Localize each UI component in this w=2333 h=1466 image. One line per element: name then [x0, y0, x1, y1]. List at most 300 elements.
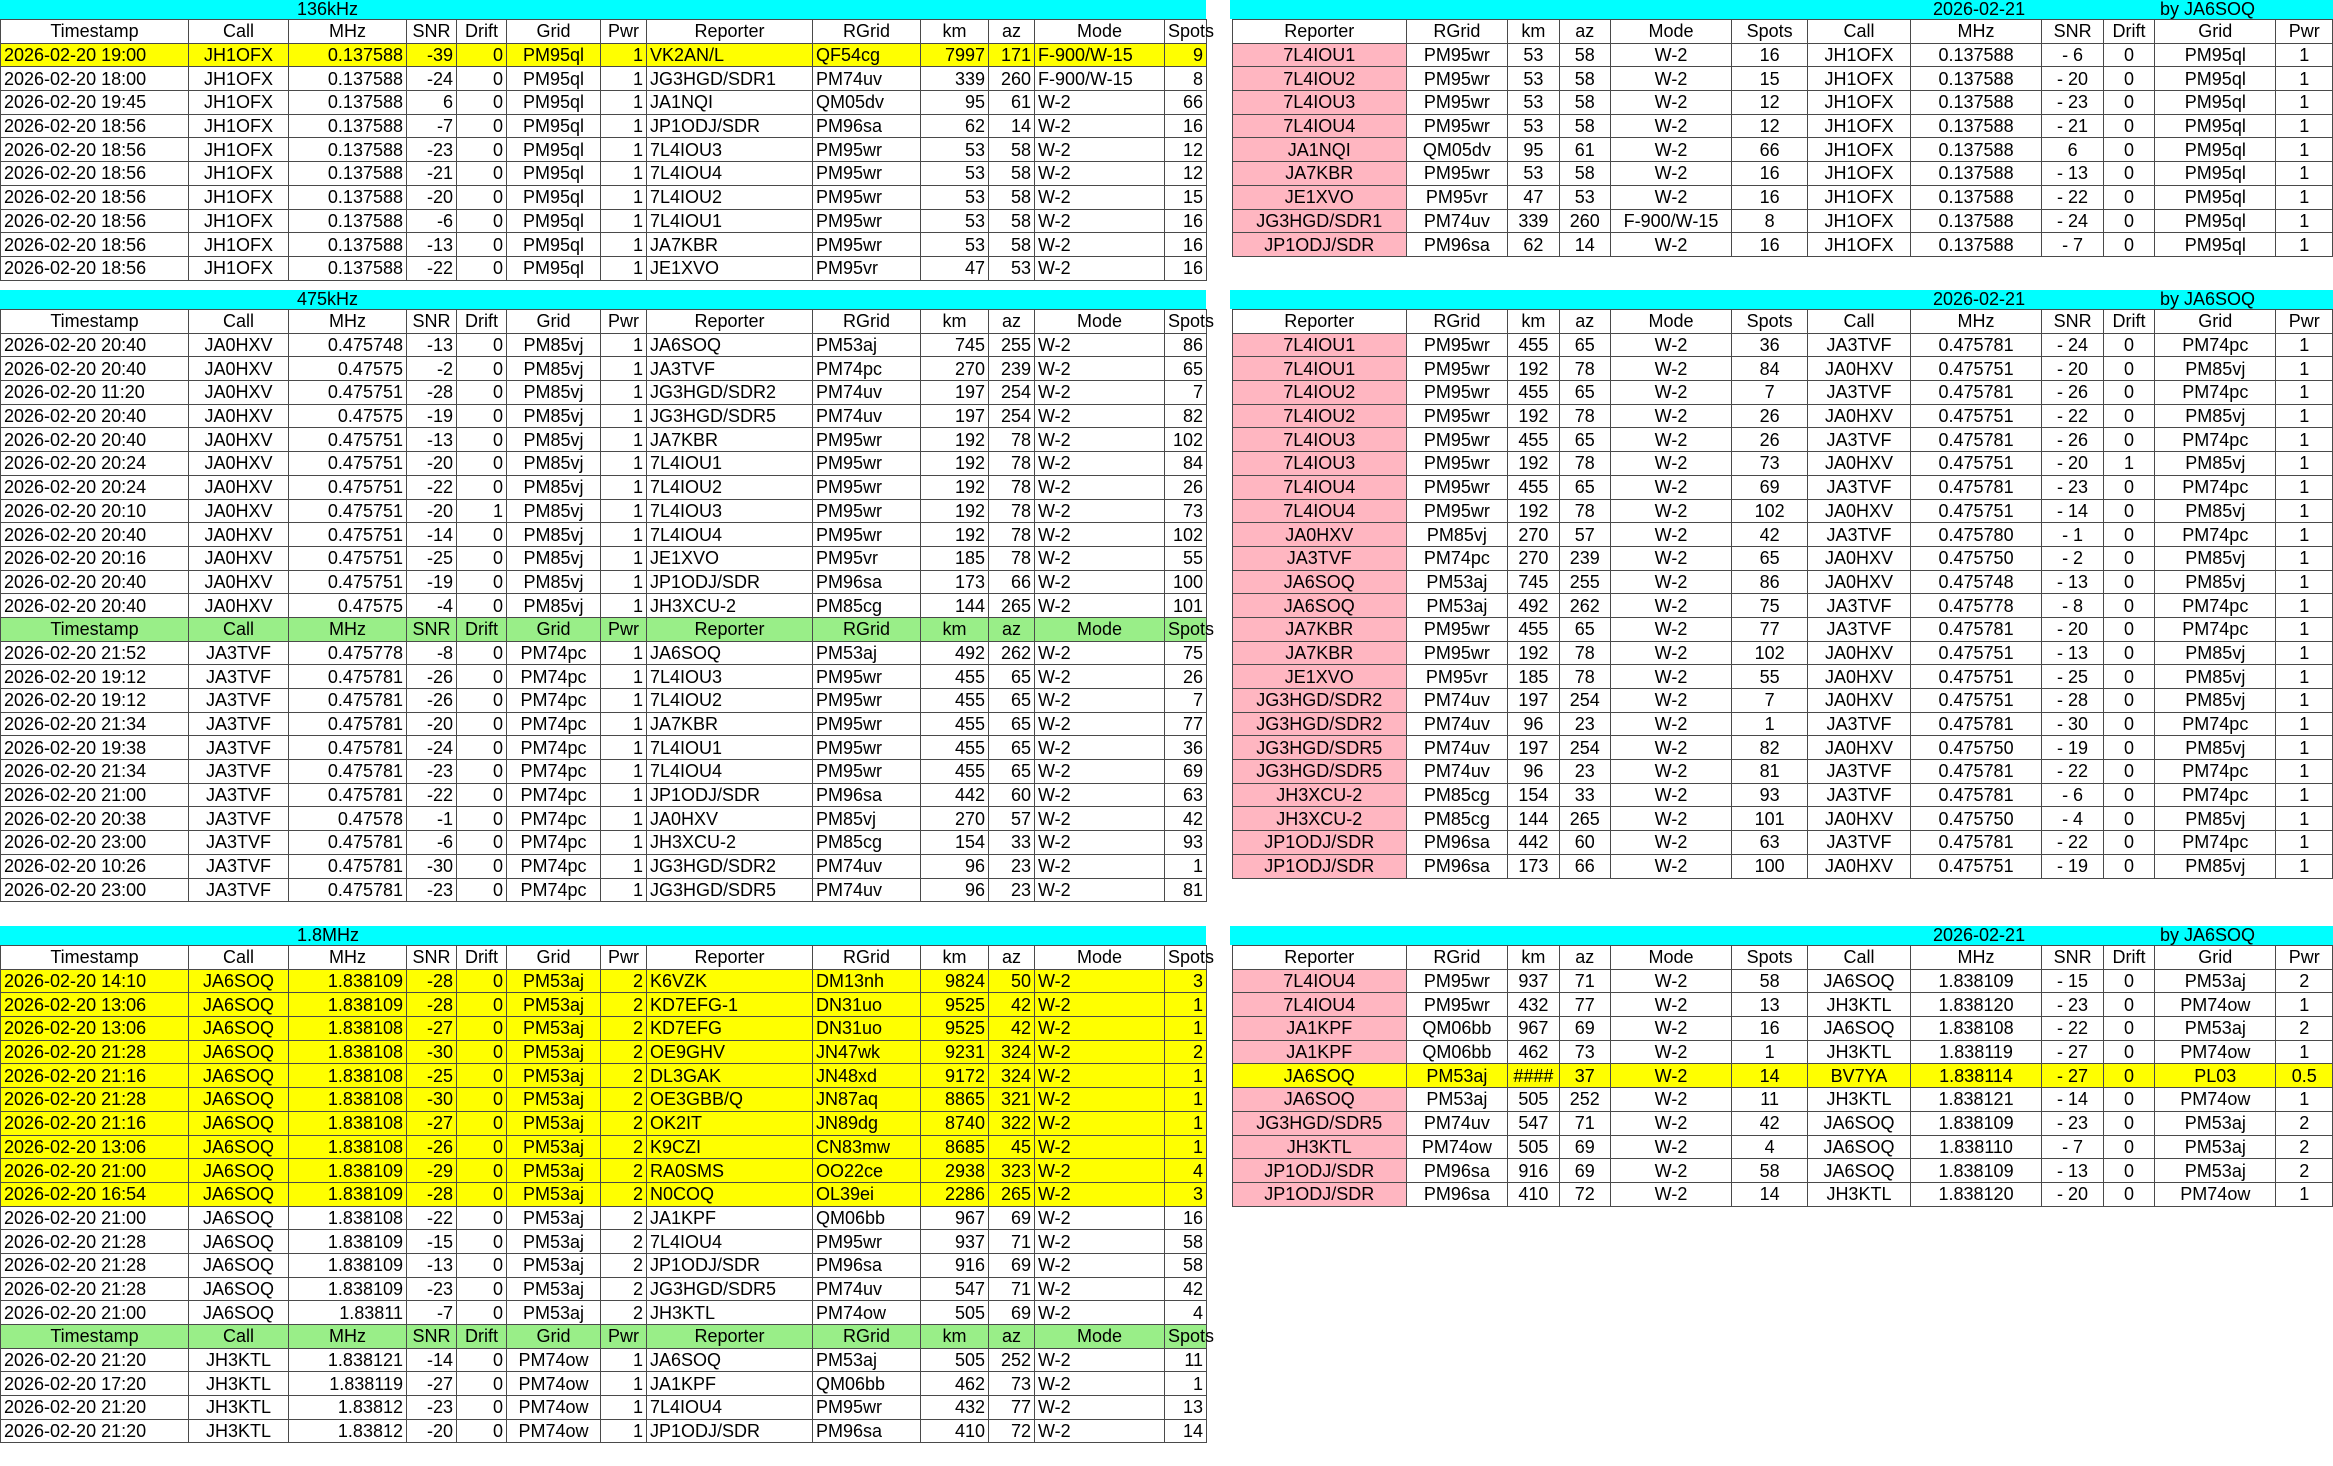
table-cell[interactable]: 95: [921, 91, 989, 115]
table-cell[interactable]: JA6SOQ: [1233, 1064, 1407, 1088]
table-cell[interactable]: PM95vr: [1406, 185, 1508, 209]
table-cell[interactable]: - 7: [2042, 1135, 2104, 1159]
table-cell[interactable]: PM74pc: [507, 831, 601, 855]
table-cell[interactable]: -29: [407, 1159, 457, 1183]
column-header[interactable]: Mode: [1035, 1325, 1165, 1349]
table-cell[interactable]: 1: [601, 499, 647, 523]
table-cell[interactable]: 2026-02-20 10:26: [1, 854, 189, 878]
table-cell[interactable]: JP1ODJ/SDR: [1233, 233, 1407, 257]
table-cell[interactable]: -15: [407, 1230, 457, 1254]
table-cell[interactable]: 1.838121: [1910, 1088, 2041, 1112]
table-cell[interactable]: 7: [1732, 381, 1808, 405]
table-cell[interactable]: PM95wr: [1406, 333, 1508, 357]
table-cell[interactable]: 1: [2276, 1040, 2333, 1064]
table-cell[interactable]: 0: [457, 357, 507, 381]
table-row[interactable]: [1, 736, 1207, 760]
table-cell[interactable]: 0.475751: [1910, 854, 2041, 878]
table-cell[interactable]: 455: [921, 760, 989, 784]
table-cell[interactable]: 14: [1559, 233, 1610, 257]
table-cell[interactable]: - 27: [2042, 1064, 2104, 1088]
table-cell[interactable]: 1.838120: [1910, 993, 2041, 1017]
table-row[interactable]: [1233, 91, 2333, 115]
table-cell[interactable]: 0.475781: [1910, 760, 2041, 784]
table-cell[interactable]: PM95wr: [813, 712, 921, 736]
table-cell[interactable]: PM85vj: [507, 475, 601, 499]
table-cell[interactable]: JA3TVF: [1808, 475, 1911, 499]
table-cell[interactable]: PM53aj: [507, 1159, 601, 1183]
table-cell[interactable]: JH1OFX: [189, 114, 289, 138]
table-cell[interactable]: - 13: [2042, 570, 2104, 594]
table-cell[interactable]: 0: [457, 783, 507, 807]
table-cell[interactable]: - 20: [2042, 1182, 2104, 1206]
table-cell[interactable]: PM53aj: [507, 1206, 601, 1230]
table-cell[interactable]: PM95ql: [507, 114, 601, 138]
column-header[interactable]: RGrid: [813, 310, 921, 334]
table-cell[interactable]: 7L4IOU3: [1233, 91, 1407, 115]
table-cell[interactable]: 2026-02-20 20:40: [1, 357, 189, 381]
column-header[interactable]: MHz: [1910, 310, 2041, 334]
table-cell[interactable]: 81: [1732, 760, 1808, 784]
table-cell[interactable]: 254: [1559, 689, 1610, 713]
table-cell[interactable]: 37: [1559, 1064, 1610, 1088]
table-cell[interactable]: - 6: [2042, 783, 2104, 807]
table-cell[interactable]: 2026-02-20 19:12: [1, 689, 189, 713]
table-cell[interactable]: 0.475781: [1910, 617, 2041, 641]
table-cell[interactable]: 7: [1165, 381, 1207, 405]
table-cell[interactable]: W-2: [1035, 1182, 1165, 1206]
table-cell[interactable]: 321: [989, 1088, 1035, 1112]
table-cell[interactable]: JG3HGD/SDR5: [1233, 760, 1407, 784]
table-cell[interactable]: PM74uv: [1406, 760, 1508, 784]
table-cell[interactable]: 0: [457, 1135, 507, 1159]
table-cell[interactable]: 1.838108: [289, 1040, 407, 1064]
table-cell[interactable]: 1.838108: [289, 1017, 407, 1041]
table-cell[interactable]: 7L4IOU4: [1233, 475, 1407, 499]
column-header[interactable]: RGrid: [813, 20, 921, 44]
table-cell[interactable]: PM74pc: [2155, 617, 2276, 641]
table-cell[interactable]: 86: [1165, 333, 1207, 357]
table-cell[interactable]: 144: [921, 594, 989, 618]
table-row[interactable]: [1233, 43, 2333, 67]
table-cell[interactable]: 16: [1732, 162, 1808, 186]
table-cell[interactable]: 11: [1165, 1348, 1207, 1372]
table-cell[interactable]: 1: [2276, 162, 2333, 186]
column-header[interactable]: Pwr: [601, 310, 647, 334]
table-row[interactable]: [1, 831, 1207, 855]
table-cell[interactable]: 0: [2103, 404, 2154, 428]
table-cell[interactable]: - 23: [2042, 993, 2104, 1017]
table-cell[interactable]: 0: [2103, 333, 2154, 357]
table-cell[interactable]: 69: [1559, 1017, 1610, 1041]
table-row[interactable]: [1, 807, 1207, 831]
column-header[interactable]: SNR: [407, 1325, 457, 1349]
table-cell[interactable]: W-2: [1610, 570, 1731, 594]
table-cell[interactable]: 0: [457, 1348, 507, 1372]
table-cell[interactable]: JA6SOQ: [189, 1088, 289, 1112]
table-cell[interactable]: PM74pc: [507, 760, 601, 784]
table-cell[interactable]: 72: [1559, 1182, 1610, 1206]
table-cell[interactable]: 102: [1165, 523, 1207, 547]
table-cell[interactable]: 0.137588: [289, 233, 407, 257]
table-cell[interactable]: PM85vj: [507, 570, 601, 594]
table-cell[interactable]: 192: [1508, 404, 1559, 428]
table-cell[interactable]: 2: [601, 1253, 647, 1277]
table-cell[interactable]: -19: [407, 404, 457, 428]
table-cell[interactable]: JA6SOQ: [1233, 1088, 1407, 1112]
table-cell[interactable]: 265: [989, 1182, 1035, 1206]
table-cell[interactable]: JN48xd: [813, 1064, 921, 1088]
table-cell[interactable]: W-2: [1610, 1040, 1731, 1064]
table-cell[interactable]: OO22ce: [813, 1159, 921, 1183]
table-cell[interactable]: 86: [1732, 570, 1808, 594]
table-cell[interactable]: 0: [2103, 570, 2154, 594]
table-cell[interactable]: 1: [1165, 854, 1207, 878]
table-cell[interactable]: 0.475781: [289, 854, 407, 878]
table-cell[interactable]: W-2: [1610, 993, 1731, 1017]
table-cell[interactable]: -24: [407, 736, 457, 760]
table-cell[interactable]: PM74ow: [2155, 1182, 2276, 1206]
table-cell[interactable]: PL03: [2155, 1064, 2276, 1088]
column-header[interactable]: Grid: [507, 1325, 601, 1349]
table-cell[interactable]: 23: [1559, 760, 1610, 784]
table-cell[interactable]: 0: [457, 1206, 507, 1230]
table-cell[interactable]: 0.475781: [289, 712, 407, 736]
column-header[interactable]: Reporter: [647, 1325, 813, 1349]
column-header[interactable]: Spots: [1165, 20, 1207, 44]
table-cell[interactable]: -20: [407, 452, 457, 476]
table-cell[interactable]: 260: [1559, 209, 1610, 233]
column-header[interactable]: Call: [1808, 310, 1911, 334]
table-cell[interactable]: 16: [1732, 233, 1808, 257]
table-cell[interactable]: 2026-02-20 21:28: [1, 1040, 189, 1064]
table-cell[interactable]: PM53aj: [1406, 570, 1508, 594]
table-cell[interactable]: 2: [601, 1040, 647, 1064]
table-cell[interactable]: 7L4IOU1: [1233, 357, 1407, 381]
column-header[interactable]: Mode: [1610, 310, 1731, 334]
table-cell[interactable]: 1: [1165, 1064, 1207, 1088]
table-cell[interactable]: 0.475781: [1910, 712, 2041, 736]
table-cell[interactable]: 1: [2276, 475, 2333, 499]
table-cell[interactable]: 2026-02-20 20:40: [1, 404, 189, 428]
table-row[interactable]: [1, 91, 1207, 115]
table-cell[interactable]: -26: [407, 689, 457, 713]
table-cell[interactable]: 23: [1559, 712, 1610, 736]
table-row[interactable]: [1233, 546, 2333, 570]
table-cell[interactable]: 26: [1165, 665, 1207, 689]
table-cell[interactable]: 967: [1508, 1017, 1559, 1041]
table-cell[interactable]: 1.838109: [289, 1230, 407, 1254]
table-cell[interactable]: 0: [457, 712, 507, 736]
table-cell[interactable]: 0.47575: [289, 404, 407, 428]
table-cell[interactable]: OE9GHV: [647, 1040, 813, 1064]
column-header[interactable]: Spots: [1165, 1325, 1207, 1349]
table-cell[interactable]: 78: [989, 452, 1035, 476]
table-cell[interactable]: W-2: [1035, 499, 1165, 523]
table-cell[interactable]: PM74ow: [813, 1301, 921, 1325]
table-cell[interactable]: PM74uv: [813, 404, 921, 428]
table-cell[interactable]: -28: [407, 381, 457, 405]
table-cell[interactable]: PM53aj: [507, 1253, 601, 1277]
table-cell[interactable]: PM53aj: [813, 641, 921, 665]
table-cell[interactable]: W-2: [1610, 1064, 1731, 1088]
table-cell[interactable]: PM74ow: [507, 1419, 601, 1443]
table-cell[interactable]: QM06bb: [1406, 1040, 1508, 1064]
table-row[interactable]: [1, 209, 1207, 233]
table-cell[interactable]: 0: [2103, 807, 2154, 831]
table-cell[interactable]: -22: [407, 783, 457, 807]
table-cell[interactable]: JA6SOQ: [189, 1182, 289, 1206]
table-row[interactable]: [1233, 1088, 2333, 1112]
table-cell[interactable]: JA6SOQ: [189, 1253, 289, 1277]
table-cell[interactable]: PM74pc: [2155, 831, 2276, 855]
table-cell[interactable]: W-2: [1610, 546, 1731, 570]
table-cell[interactable]: PM53aj: [507, 1064, 601, 1088]
table-cell[interactable]: 0.137588: [289, 209, 407, 233]
table-cell[interactable]: PM95ql: [507, 185, 601, 209]
table-cell[interactable]: 1: [2276, 1088, 2333, 1112]
table-cell[interactable]: 66: [1559, 854, 1610, 878]
table-cell[interactable]: 53: [1559, 185, 1610, 209]
table-cell[interactable]: 14: [989, 114, 1035, 138]
table-row[interactable]: [1233, 185, 2333, 209]
table-cell[interactable]: 0: [2103, 831, 2154, 855]
table-cell[interactable]: JA6SOQ: [189, 969, 289, 993]
table-cell[interactable]: 1: [601, 641, 647, 665]
table-cell[interactable]: 58: [989, 185, 1035, 209]
table-cell[interactable]: W-2: [1610, 1135, 1731, 1159]
table-cell[interactable]: 73: [1732, 452, 1808, 476]
table-cell[interactable]: 53: [921, 185, 989, 209]
table-cell[interactable]: 154: [921, 831, 989, 855]
table-cell[interactable]: 95: [1508, 138, 1559, 162]
table-cell[interactable]: W-2: [1610, 854, 1731, 878]
table-row[interactable]: [1233, 1159, 2333, 1183]
table-cell[interactable]: W-2: [1610, 969, 1731, 993]
table-cell[interactable]: 69: [1559, 1159, 1610, 1183]
table-cell[interactable]: JH1OFX: [1808, 67, 1911, 91]
table-cell[interactable]: 2: [601, 1064, 647, 1088]
table-cell[interactable]: 0: [2103, 1111, 2154, 1135]
table-cell[interactable]: 0: [457, 1040, 507, 1064]
column-header[interactable]: km: [1508, 20, 1559, 44]
table-cell[interactable]: 65: [1559, 333, 1610, 357]
table-cell[interactable]: PM85vj: [507, 357, 601, 381]
table-cell[interactable]: W-2: [1035, 854, 1165, 878]
column-header[interactable]: az: [1559, 946, 1610, 970]
table-cell[interactable]: 432: [921, 1396, 989, 1420]
column-header[interactable]: Spots: [1165, 617, 1207, 641]
table-cell[interactable]: 2026-02-20 20:40: [1, 523, 189, 547]
table-row[interactable]: [1, 1159, 1207, 1183]
table-cell[interactable]: PM85vj: [2155, 499, 2276, 523]
table-cell[interactable]: 1: [601, 783, 647, 807]
table-cell[interactable]: -20: [407, 185, 457, 209]
table-cell[interactable]: 2938: [921, 1159, 989, 1183]
table-cell[interactable]: 26: [1732, 404, 1808, 428]
table-cell[interactable]: 2026-02-20 21:20: [1, 1419, 189, 1443]
table-row[interactable]: [1, 1040, 1207, 1064]
table-cell[interactable]: 260: [989, 67, 1035, 91]
table-row[interactable]: [1233, 404, 2333, 428]
table-cell[interactable]: 2026-02-20 21:00: [1, 783, 189, 807]
table-cell[interactable]: PM74pc: [507, 665, 601, 689]
table-cell[interactable]: 65: [989, 736, 1035, 760]
table-row[interactable]: [1, 357, 1207, 381]
table-cell[interactable]: 0: [2103, 760, 2154, 784]
table-cell[interactable]: 0: [457, 641, 507, 665]
table-cell[interactable]: 2026-02-20 20:40: [1, 570, 189, 594]
table-cell[interactable]: QM06bb: [1406, 1017, 1508, 1041]
table-cell[interactable]: JA0HXV: [1808, 570, 1911, 594]
table-cell[interactable]: 8: [1732, 209, 1808, 233]
table-cell[interactable]: 0: [2103, 499, 2154, 523]
table-cell[interactable]: 0: [457, 1372, 507, 1396]
table-cell[interactable]: 1.838109: [1910, 1111, 2041, 1135]
table-cell[interactable]: 1: [1165, 1088, 1207, 1112]
table-cell[interactable]: - 26: [2042, 381, 2104, 405]
table-cell[interactable]: 0: [2103, 523, 2154, 547]
table-row[interactable]: [1, 878, 1207, 902]
table-cell[interactable]: 73: [989, 1372, 1035, 1396]
table-cell[interactable]: 100: [1165, 570, 1207, 594]
table-cell[interactable]: -13: [407, 333, 457, 357]
table-cell[interactable]: JA0HXV: [1808, 357, 1911, 381]
table-cell[interactable]: 0: [2103, 617, 2154, 641]
table-cell[interactable]: JH3XCU-2: [1233, 807, 1407, 831]
table-cell[interactable]: 0: [457, 452, 507, 476]
table-cell[interactable]: 0: [457, 404, 507, 428]
table-cell[interactable]: PM74pc: [2155, 712, 2276, 736]
table-cell[interactable]: 324: [989, 1040, 1035, 1064]
table-cell[interactable]: -23: [407, 138, 457, 162]
table-row[interactable]: [1233, 665, 2333, 689]
table-cell[interactable]: JH1OFX: [189, 256, 289, 280]
table-cell[interactable]: W-2: [1035, 783, 1165, 807]
table-cell[interactable]: 3: [1165, 969, 1207, 993]
table-cell[interactable]: 73: [1165, 499, 1207, 523]
table-cell[interactable]: JA7KBR: [1233, 617, 1407, 641]
table-cell[interactable]: 1: [601, 1396, 647, 1420]
table-cell[interactable]: - 27: [2042, 1040, 2104, 1064]
table-row[interactable]: [1, 162, 1207, 186]
column-header[interactable]: MHz: [289, 1325, 407, 1349]
table-cell[interactable]: 2: [601, 1111, 647, 1135]
table-cell[interactable]: 0.137588: [1910, 185, 2041, 209]
table-cell[interactable]: 0: [2103, 736, 2154, 760]
table-cell[interactable]: K9CZI: [647, 1135, 813, 1159]
table-cell[interactable]: 1: [601, 91, 647, 115]
table-cell[interactable]: PM95wr: [813, 475, 921, 499]
table-cell[interactable]: W-2: [1610, 1182, 1731, 1206]
table-cell[interactable]: 71: [1559, 1111, 1610, 1135]
table-cell[interactable]: 0.137588: [289, 67, 407, 91]
table-cell[interactable]: PM74pc: [507, 783, 601, 807]
table-row[interactable]: [1233, 138, 2333, 162]
table-cell[interactable]: 0.475778: [1910, 594, 2041, 618]
table-cell[interactable]: PM74ow: [507, 1372, 601, 1396]
column-header[interactable]: Call: [189, 1325, 289, 1349]
table-cell[interactable]: 937: [1508, 969, 1559, 993]
table-cell[interactable]: JH1OFX: [1808, 91, 1911, 115]
table-cell[interactable]: 455: [921, 665, 989, 689]
table-cell[interactable]: W-2: [1035, 1253, 1165, 1277]
table-cell[interactable]: PM74ow: [507, 1348, 601, 1372]
table-cell[interactable]: 2026-02-20 20:40: [1, 594, 189, 618]
table-cell[interactable]: -24: [407, 67, 457, 91]
table-cell[interactable]: PM74pc: [507, 854, 601, 878]
table-cell[interactable]: QM05dv: [1406, 138, 1508, 162]
table-cell[interactable]: 2026-02-20 17:20: [1, 1372, 189, 1396]
table-cell[interactable]: 2026-02-20 21:28: [1, 1088, 189, 1112]
table-cell[interactable]: -13: [407, 428, 457, 452]
table-cell[interactable]: 547: [1508, 1111, 1559, 1135]
table-cell[interactable]: PM95wr: [813, 162, 921, 186]
table-cell[interactable]: 2026-02-20 11:20: [1, 381, 189, 405]
table-cell[interactable]: W-2: [1035, 357, 1165, 381]
table-cell[interactable]: JA3TVF: [189, 689, 289, 713]
table-cell[interactable]: 96: [1508, 760, 1559, 784]
table-cell[interactable]: PM95wr: [813, 138, 921, 162]
table-cell[interactable]: 1: [2276, 570, 2333, 594]
table-cell[interactable]: JA0HXV: [1233, 523, 1407, 547]
table-cell[interactable]: 1.838121: [289, 1348, 407, 1372]
table-cell[interactable]: 2: [601, 1230, 647, 1254]
table-cell[interactable]: 71: [989, 1277, 1035, 1301]
table-row[interactable]: [1233, 760, 2333, 784]
table-cell[interactable]: 65: [989, 689, 1035, 713]
table-cell[interactable]: 53: [989, 256, 1035, 280]
table-cell[interactable]: 2286: [921, 1182, 989, 1206]
table-cell[interactable]: 63: [1732, 831, 1808, 855]
table-cell[interactable]: 192: [1508, 499, 1559, 523]
table-cell[interactable]: 2: [601, 1159, 647, 1183]
table-cell[interactable]: 1: [2276, 138, 2333, 162]
table-cell[interactable]: JA6SOQ: [1808, 969, 1911, 993]
table-cell[interactable]: 0.137588: [1910, 162, 2041, 186]
table-cell[interactable]: 2026-02-20 21:00: [1, 1301, 189, 1325]
column-header[interactable]: Grid: [2155, 20, 2276, 44]
table-cell[interactable]: 1: [2276, 404, 2333, 428]
table-cell[interactable]: PM74pc: [507, 641, 601, 665]
table-cell[interactable]: JP1ODJ/SDR: [1233, 1182, 1407, 1206]
table-cell[interactable]: W-2: [1610, 475, 1731, 499]
table-cell[interactable]: PM85vj: [507, 333, 601, 357]
table-cell[interactable]: 2026-02-20 18:56: [1, 256, 189, 280]
table-cell[interactable]: 1: [2276, 233, 2333, 257]
column-header[interactable]: Pwr: [2276, 946, 2333, 970]
table-cell[interactable]: - 14: [2042, 499, 2104, 523]
table-cell[interactable]: - 20: [2042, 357, 2104, 381]
table-cell[interactable]: 78: [1559, 665, 1610, 689]
table-row[interactable]: [1233, 381, 2333, 405]
table-cell[interactable]: W-2: [1610, 689, 1731, 713]
table-cell[interactable]: 8: [1165, 67, 1207, 91]
table-cell[interactable]: OL39ei: [813, 1182, 921, 1206]
table-cell[interactable]: 62: [1508, 233, 1559, 257]
table-cell[interactable]: F-900/W-15: [1610, 209, 1731, 233]
table-cell[interactable]: JP1ODJ/SDR: [1233, 1159, 1407, 1183]
table-cell[interactable]: 0: [457, 185, 507, 209]
table-cell[interactable]: JA6SOQ: [189, 1111, 289, 1135]
table-cell[interactable]: 0.137588: [289, 185, 407, 209]
table-cell[interactable]: 2026-02-20 23:00: [1, 831, 189, 855]
table-cell[interactable]: JG3HGD/SDR5: [647, 878, 813, 902]
table-row[interactable]: [1, 783, 1207, 807]
table-cell[interactable]: -8: [407, 641, 457, 665]
table-cell[interactable]: 2026-02-20 21:20: [1, 1396, 189, 1420]
table-cell[interactable]: W-2: [1610, 357, 1731, 381]
table-cell[interactable]: 2026-02-20 20:16: [1, 546, 189, 570]
